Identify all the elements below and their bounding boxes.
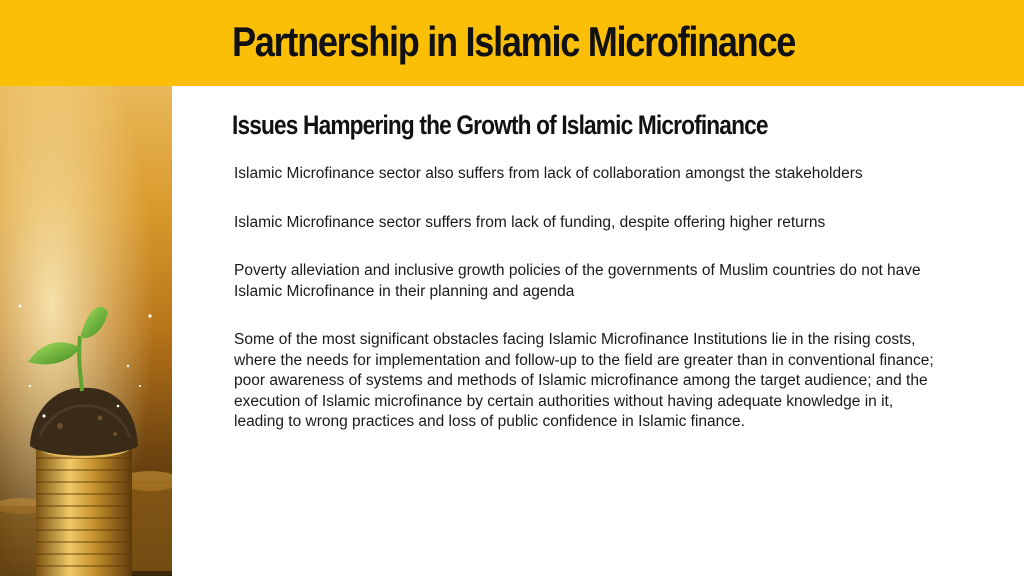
list-item: Some of the most significant obstacles facing Islamic Microfinance Institutions lie in the rising costs, where the needs for implementation and follow-up to the field are greater than in conventional finance; poor awareness of systems and methods of Islamic microfinance among the target audience; and the execution of Islamic microfinance by certain authorities without having adequate knowledge in it, leading to wrong practices and loss of public confidence in Islamic finance. (234, 331, 934, 430)
plant-sprout-on-coin-stack-icon (0, 86, 172, 576)
issue-list (234, 164, 946, 433)
section-subtitle: Issues Hampering the Growth of Islamic Microfinance (232, 110, 768, 140)
page-title: Partnership in Islamic Microfinance (232, 18, 796, 65)
list-item: Islamic Microfinance sector suffers from lack of funding, despite offering higher returns (234, 213, 826, 231)
list-item: Poverty alleviation and inclusive growth policies of the governments of Muslim countries do not have Islamic Microfinance in their planning and agenda (234, 262, 921, 300)
list-item: Islamic Microfinance sector also suffers from lack of collaboration amongst the stakeholders (234, 165, 863, 182)
